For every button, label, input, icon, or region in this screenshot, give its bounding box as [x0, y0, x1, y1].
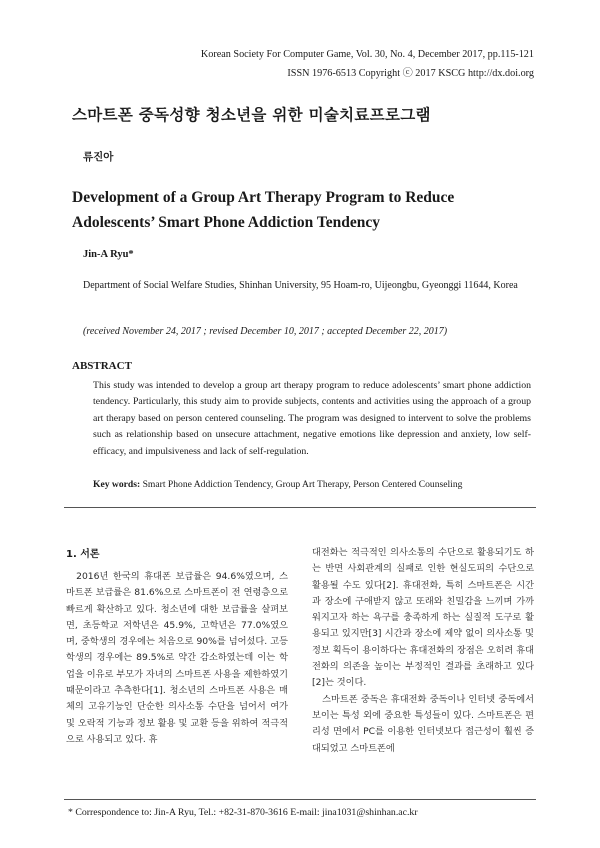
journal-issn: ISSN 1976-6513 Copyright ⓒ 2017 KSCG http://dx.doi.org — [287, 68, 534, 79]
affiliation: Department of Social Welfare Studies, Shinhan University, 95 Hoam-ro, Uijeongbu, Gyeonggi 11644, Korea — [83, 280, 518, 291]
english-title: Development of a Group Art Therapy Program to Reduce Adolescents’ Smart Phone Addiction Tendency — [72, 189, 455, 231]
english-author: Jin-A Ryu* — [83, 249, 134, 260]
keywords-text: Smart Phone Addiction Tendency, Group Art Therapy, Person Centered Counseling — [140, 479, 463, 490]
keywords — [93, 479, 533, 490]
section-heading: 1. 서론 — [66, 549, 100, 560]
footnote-divider — [64, 799, 536, 800]
body-paragraph: 2016년 한국의 휴대폰 보급률은 94.6%였으며, 스마트폰 보급률은 81.6%으로 스마트폰이 전 연령층으로 빠르게 확산하고 있다. 청소년에 대한 보급률을 살펴보면, 초등학교 저학년은 45.9%, 고학년은 77.0%였으며, 중학생의 경우에는 처음으로 90%를 넘어섰다. 고등학생의 경우에는 89.5%로 약간 감소하였는데 이는 학업을 이유로 부모가 자녀의 스마트폰 사용을 제한하였기 때문이라고 추측한다[1]. 청소년의 스마트폰 사용은 매체의 고유기능인 단순한 의사소통 수단을 넘어서 여가 및 오락적 기능과 정보 활용 및 교환 등을 위하여 적극적으로 사용되고 있다. 휴 — [66, 571, 288, 745]
body-paragraph: 스마트폰 중독은 휴대전화 중독이나 인터넷 중독에서 보이는 특성 외에 중요한 특성들이 있다. 스마트폰은 편리성 면에서 PC를 이용한 인터넷보다 접근성이 훨씬 증대되었고 스마트폰에 — [312, 693, 534, 754]
keywords-label: Key words: — [93, 479, 141, 490]
korean-title: 스마트폰 중독성향 청소년을 위한 미술치료프로그램 — [72, 106, 431, 124]
abstract-text: This study was intended to develop a group art therapy program to reduce adolescents’ smart phone addiction tendency. Particularly, this study aim to provide subjects, contents and activities using the approach of a group art therapy based on person centered counseling. The program was designed to intervent to solve the problems such as relationship based on unsecure attachment, negative emotions like depression and anxiety, low self-efficacy, and impulsiveness and lack of self-regulation. — [93, 380, 531, 457]
abstract-divider — [64, 507, 536, 508]
korean-author: 류진아 — [83, 151, 114, 163]
body-paragraph: 대전화는 적극적인 의사소통의 수단으로 활용되기도 하는 반면 사회관계의 실패로 인한 현실도피의 수단으로 활용될 수도 있다[2]. 휴대전화, 특히 스마트폰은 시간과 장소에 구애받지 않고 또래와 친밀감을 느끼며 가까워지고자 하는 욕구를 충족하게 하는 실질적 도구로 활용되고 있지만[3] 시간과 장소에 제약 없이 의사소통 및 정보 획득이 용이하다는 휴대전화의 장점은 오히려 휴대전화의 의존을 높이는 부정적인 결과를 초래하고 있다[2]는 것이다. — [312, 547, 534, 689]
left-column — [66, 569, 288, 748]
journal-citation: Korean Society For Computer Game, Vol. 30, No. 4, December 2017, pp.115-121 — [200, 49, 534, 60]
received-dates: (received November 24, 2017 ; revised December 10, 2017 ; accepted December 22, 2017) — [83, 326, 448, 337]
right-column — [312, 545, 534, 757]
correspondence-footnote: * Correspondence to: Jin-A Ryu, Tel.: +82-31-870-3616 E-mail: jina1031@shinhan.ac.kr — [68, 807, 418, 818]
abstract-heading: ABSTRACT — [72, 360, 132, 372]
